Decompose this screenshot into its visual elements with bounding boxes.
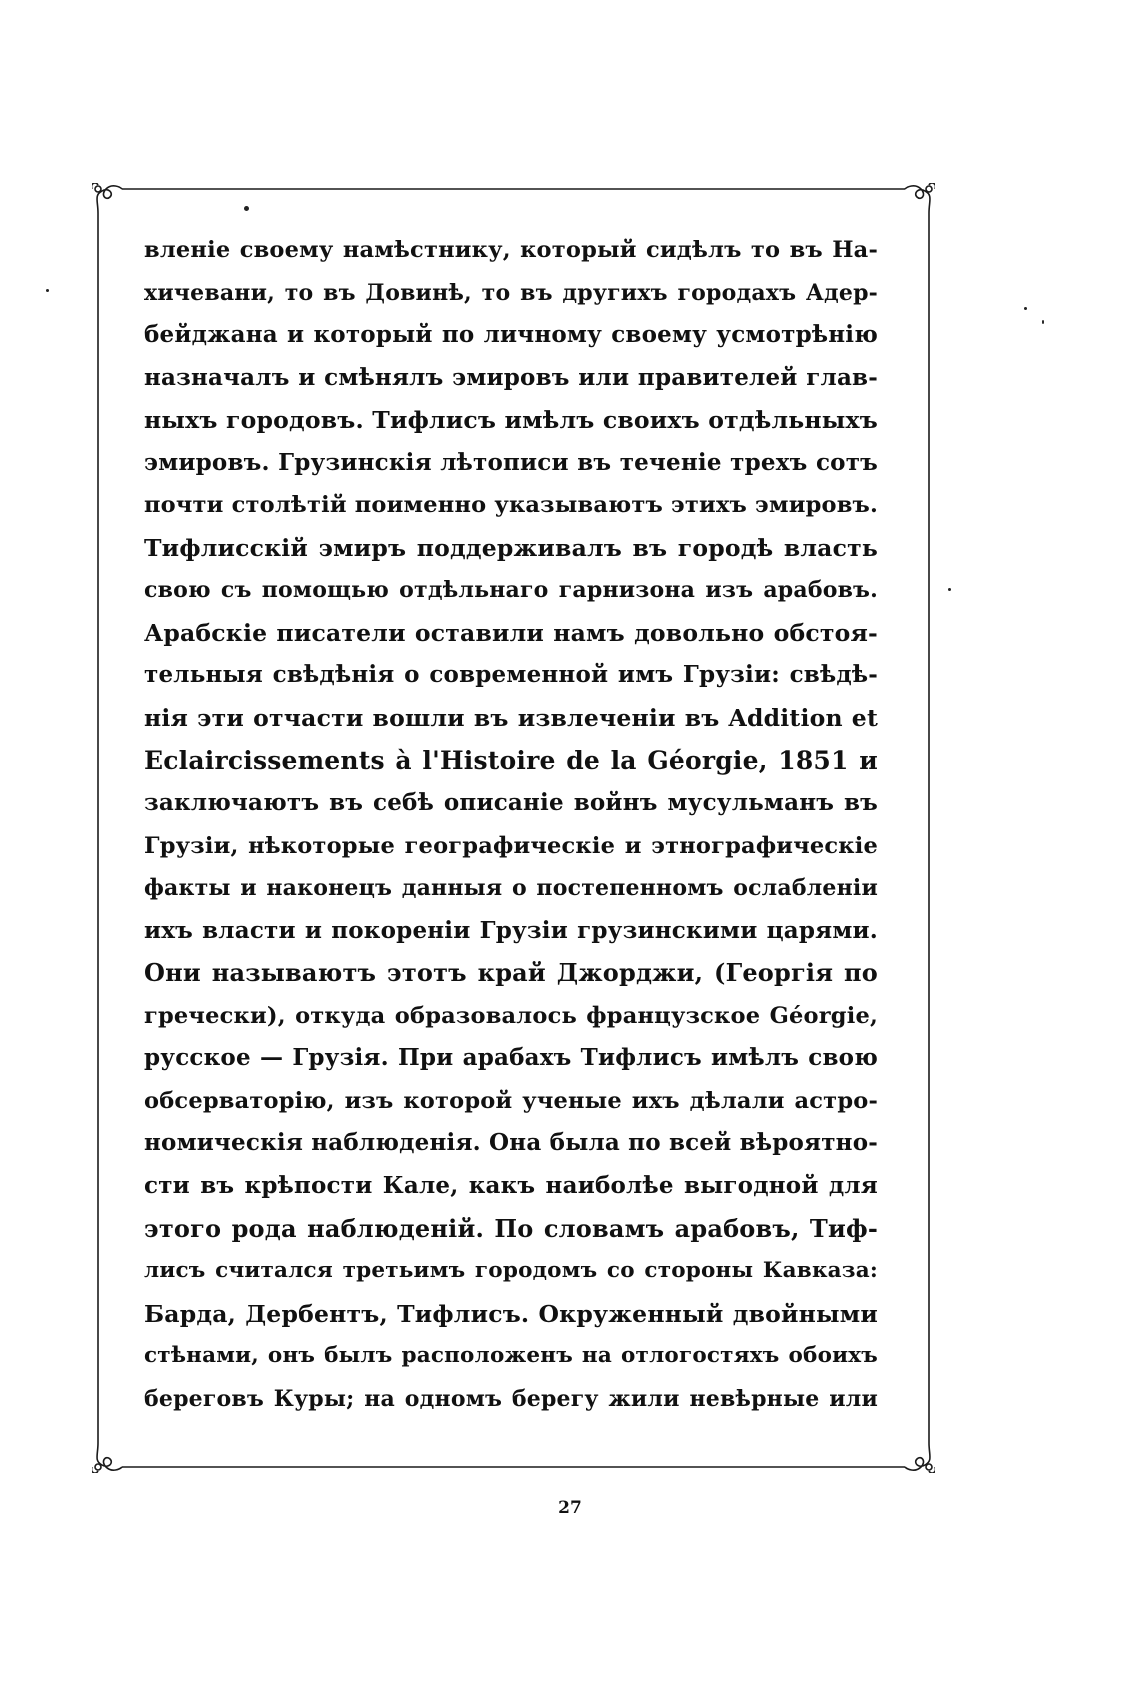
text-line: этого рода наблюденій. По словамъ арабовъ, Тиф- — [144, 1213, 878, 1243]
text-line: почти столѣтій поименно указываютъ этихъ эмировъ. — [144, 492, 879, 519]
text-line: Барда, Дербентъ, Тифлисъ. Окруженный двойными — [144, 1299, 878, 1328]
scan-speck — [46, 289, 49, 292]
text-line: эмировъ. Грузинскія лѣтописи въ теченіе трехъ сотъ — [144, 448, 878, 476]
text-line: Тифлисскій эмиръ поддерживалъ въ городѣ власть — [144, 533, 878, 562]
text-line: береговъ Куры; на одномъ берегу жили невѣрные или — [144, 1385, 878, 1412]
text-line: Eclaircissements à l'Histoire de la Géorgie, 1851 и — [144, 745, 878, 775]
text-line: ихъ власти и покореніи Грузіи грузинскими царями. — [144, 916, 878, 944]
text-line: бейджана и который по личному своему усмотрѣнію — [144, 321, 878, 349]
page-number: 27 — [558, 1498, 582, 1518]
scan-speck — [1042, 320, 1044, 324]
scan-speck — [244, 206, 249, 211]
text-line: свою съ помощью отдѣльнаго гарнизона изъ арабовъ. — [144, 577, 878, 604]
text-line: русское — Грузія. При арабахъ Тифлисъ имѣлъ свою — [144, 1044, 878, 1072]
scan-speck — [948, 588, 951, 591]
text-line: гречески), откуда образовалось французское Géorgie, — [144, 1002, 878, 1029]
text-line: заключаютъ въ себѣ описаніе войнъ мусульманъ въ — [144, 789, 878, 817]
body-text — [144, 229, 878, 1420]
text-line: сти въ крѣпости Кале, какъ наиболѣе выгодной для — [144, 1172, 878, 1200]
text-line: Грузіи, нѣкоторые географическіе и этнографическіе — [144, 832, 878, 859]
text-line: вленіе своему намѣстнику, который сидѣлъ то въ На- — [144, 237, 878, 263]
text-line: Они называютъ этотъ край Джорджи, (Георгія по — [144, 958, 878, 988]
scan-speck — [1024, 307, 1027, 310]
text-line: тельныя свѣдѣнія о современной имъ Грузіи: свѣдѣ- — [144, 661, 878, 689]
text-line: номическія наблюденія. Она была по всей вѣроятно- — [144, 1129, 878, 1157]
text-line: нія эти отчасти вошли въ извлеченіи въ Addition et — [144, 704, 878, 733]
text-line: лисъ считался третьимъ городомъ со стороны Кавказа: — [144, 1258, 878, 1284]
text-line: факты и наконецъ данныя о постепенномъ ослабленіи — [144, 875, 878, 902]
text-line: обсерваторію, изъ которой ученые ихъ дѣлали астро- — [144, 1087, 878, 1114]
text-line: стѣнами, онъ былъ расположенъ на отлогостяхъ обоихъ — [144, 1343, 878, 1369]
ornamental-page-frame — [92, 183, 935, 1473]
text-line: ныхъ городовъ. Тифлисъ имѣлъ своихъ отдѣльныхъ — [144, 406, 878, 435]
text-line: Арабскіе писатели оставили намъ довольно обстоя- — [144, 618, 878, 647]
text-line: хичевани, то въ Довинѣ, то въ другихъ городахъ Адер- — [144, 279, 878, 306]
text-line: назначалъ и смѣнялъ эмировъ или правителей глав- — [144, 363, 878, 391]
